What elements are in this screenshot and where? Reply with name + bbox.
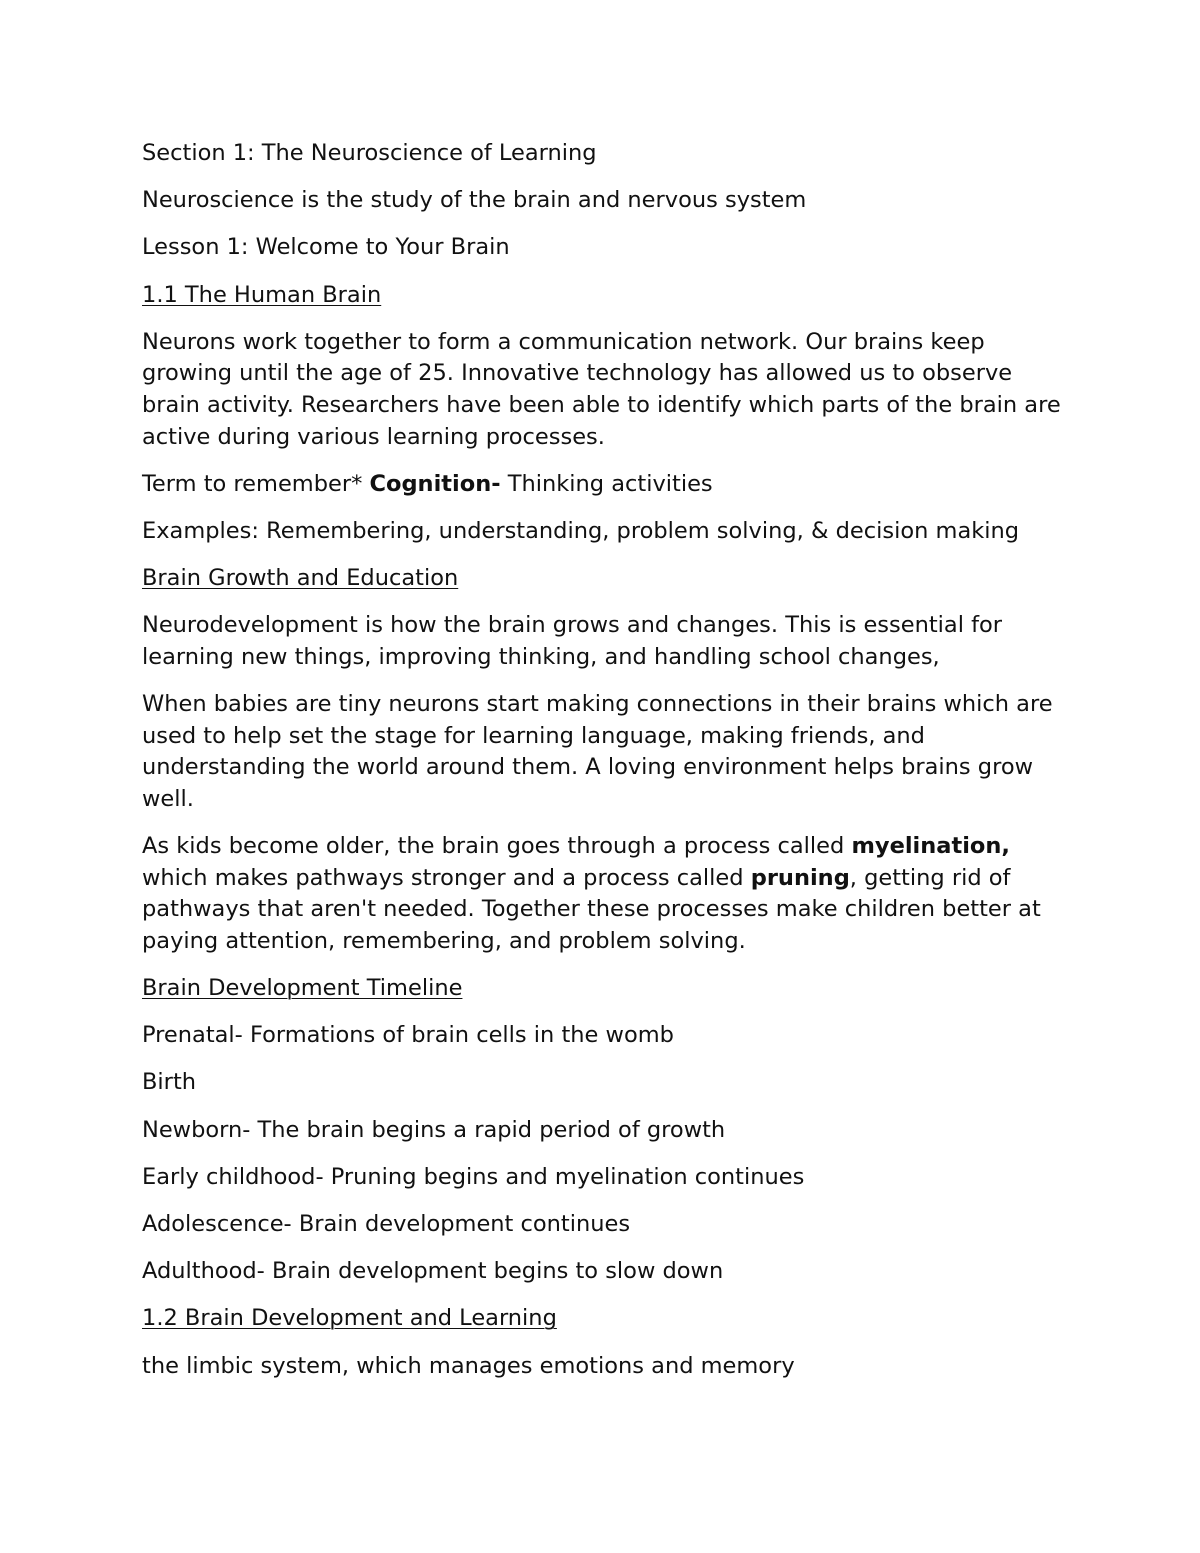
heading-human-brain: 1.1 The Human Brain [142,281,382,308]
term-to-remember [142,469,1072,501]
kids-text-1: As kids become older, the brain goes through a process called [142,833,852,860]
timeline-item: Birth [142,1069,197,1096]
paragraph-babies: When babies are tiny neurons start making connections in their brains which are used to help set the stage for learning language, making friends, and understanding the world around them. A loving environment helps brains grow well. [142,691,1053,812]
term-bold: Cognition- [369,470,501,497]
lesson-title: Lesson 1: Welcome to Your Brain [142,234,510,261]
paragraph-limbic: the limbic system, which manages emotions and memory [142,1352,795,1379]
term-prefix: Term to remember* [142,470,370,497]
kids-bold-pruning: pruning [750,864,850,891]
timeline-item: Newborn- The brain begins a rapid period of growth [142,1116,726,1143]
timeline-item: Adolescence- Brain development continues [142,1210,631,1237]
paragraph-kids [142,831,1072,957]
kids-text-3: , getting rid of pathways that aren't needed. Together these processes make children better at paying attention, remembering, and problem solving. [142,864,1041,954]
heading-timeline: Brain Development Timeline [142,975,463,1001]
paragraph-neurodevelopment: Neurodevelopment is how the brain grows and changes. This is essential for learning new things, improving thinking, and handling school changes, [142,612,1003,670]
heading-brain-growth: Brain Growth and Education [142,565,459,592]
section-title: Section 1: The Neuroscience of Learning [142,140,597,166]
paragraph-neurons: Neurons work together to form a communication network. Our brains keep growing until the age of 25. Innovative technology has allowed us to observe brain activity. Researchers have been able to identify which parts of the brain are active during various learning processes. [142,328,1061,450]
neuroscience-definition: Neuroscience is the study of the brain and nervous system [142,187,807,214]
timeline-item: Prenatal- Formations of brain cells in the womb [142,1022,674,1049]
examples-line: Examples: Remembering, understanding, problem solving, & decision making [142,517,1020,544]
kids-bold-myelination: myelination, [851,833,1010,860]
document-body [142,138,1072,1398]
term-suffix: Thinking activities [500,470,713,497]
timeline-item: Early childhood- Pruning begins and myelination continues [142,1163,805,1190]
timeline-item: Adulthood- Brain development begins to slow down [142,1258,724,1285]
kids-text-2: which makes pathways stronger and a process called [142,864,751,891]
heading-development-learning: 1.2 Brain Development and Learning [142,1305,557,1332]
